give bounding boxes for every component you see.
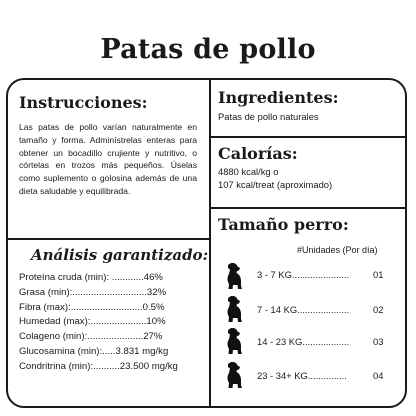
units-value-4: 04 (373, 370, 384, 381)
dog-icon (225, 328, 243, 354)
left-section-divider (8, 238, 209, 240)
analysis-heading: Análisis garantizado: (31, 246, 209, 264)
units-value-3: 03 (373, 336, 384, 347)
units-header: #Unidades (Por día) (297, 245, 378, 255)
analysis-row-collagen: Colageno (min):.....................27% (19, 331, 163, 342)
instructions-text: Las patas de pollo varían naturalmente en tamaño y forma. Adminístrelas enteras para obtener un bocadillo crujiente y nutritivo, o córtelas en trozos más pequeños. Úselas como suplemento o golosina además de una dieta saludable y equilibrada. (19, 122, 197, 196)
size-label-4: 23 - 34+ KG............... (257, 370, 347, 381)
calories-line-2: 107 kcal/treat (aproximado) (218, 179, 333, 190)
size-label-3: 14 - 23 KG.................. (257, 336, 350, 347)
analysis-row-fat: Grasa (min):............................32% (19, 287, 167, 298)
units-value-1: 01 (373, 269, 384, 280)
dog-icon (225, 362, 243, 388)
ingredients-heading: Ingredientes: (218, 88, 339, 107)
analysis-row-fiber: Fibra (max):...........................0.5% (19, 302, 165, 313)
ingredients-text: Patas de pollo naturales (218, 111, 319, 122)
page-title: Patas de pollo (100, 34, 316, 65)
calories-heading: Calorías: (218, 144, 298, 163)
calories-line-1: 4880 kcal/kg o (218, 166, 279, 177)
analysis-row-chondroitin: Condritrina (min):..........23.500 mg/kg (19, 361, 178, 372)
right-divider-ingredients (209, 136, 405, 138)
dog-size-heading: Tamaño perro: (218, 215, 349, 234)
analysis-row-moisture: Humedad (max):.....................10% (19, 316, 166, 327)
instructions-heading: Instrucciones: (19, 93, 148, 112)
units-value-2: 02 (373, 304, 384, 315)
dog-icon (225, 263, 243, 289)
column-divider (209, 80, 211, 406)
dog-icon (225, 296, 243, 322)
right-divider-calories (209, 207, 405, 209)
size-label-2: 7 - 14 KG.................... (257, 304, 350, 315)
size-label-1: 3 - 7 KG...................... (257, 269, 350, 280)
analysis-row-glucosamine: Glucosamina (min):.....3.831 mg/kg (19, 346, 169, 357)
analysis-row-protein: Proteína cruda (min): ............46% (19, 272, 163, 283)
